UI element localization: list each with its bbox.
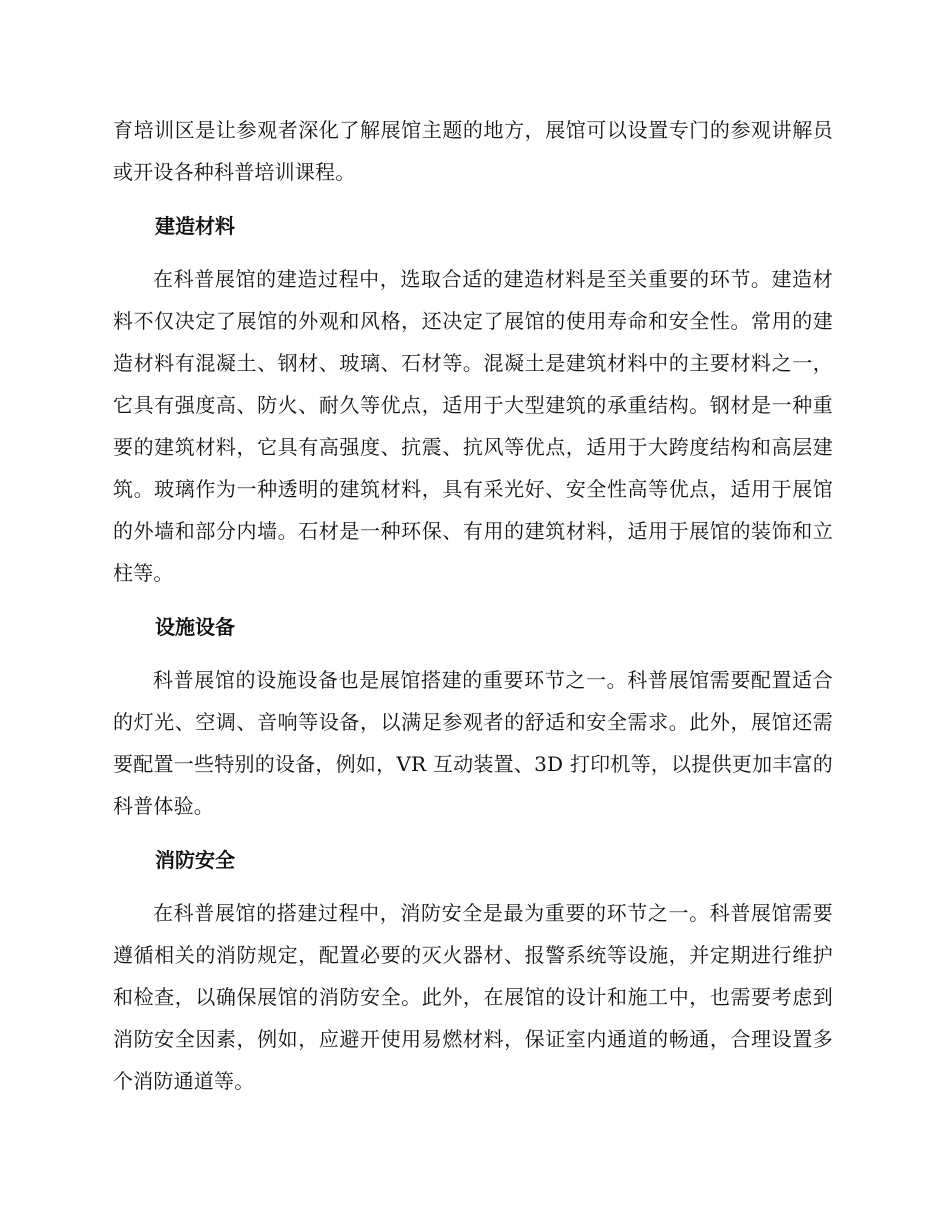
section-heading-materials: 建造材料 [155,214,235,238]
section-heading-fire-safety: 消防安全 [155,848,235,872]
section-paragraph-facilities: 科普展馆的设施设备也是展馆搭建的重要环节之一。科普展馆需要配置适合的灯光、空调、音响等设备，以满足参观者的舒适和安全需求。此外，展馆还需要配置一些特别的设备，例如，VR 互动装置、3D 打印机等，以提供更加丰富的科普体验。 [113,668,833,818]
section-heading-facilities: 设施设备 [155,615,235,639]
section-paragraph-fire-safety: 在科普展馆的搭建过程中，消防安全是最为重要的环节之一。科普展馆需要遵循相关的消防规定，配置必要的灭火器材、报警系统等设施，并定期进行维护和检查，以确保展馆的消防安全。此外，在展馆的设计和施工中，也需要考虑到消防安全因素，例如，应避开使用易燃材料，保证室内通道的畅通，合理设置多个消防通道等。 [113,901,833,1093]
section-paragraph-materials: 在科普展馆的建造过程中，选取合适的建造材料是至关重要的环节。建造材料不仅决定了展馆的外观和风格，还决定了展馆的使用寿命和安全性。常用的建造材料有混凝土、钢材、玻璃、石材等。混凝土是建筑材料中的主要材料之一，它具有强度高、防火、耐久等优点，适用于大型建筑的承重结构。钢材是一种重要的建筑材料，它具有高强度、抗震、抗风等优点，适用于大跨度结构和高层建筑。玻璃作为一种透明的建筑材料，具有采光好、安全性高等优点，适用于展馆的外墙和部分内墙。石材是一种环保、有用的建筑材料，适用于展馆的装饰和立柱等。 [113,267,833,585]
intro-paragraph: 育培训区是让参观者深化了解展馆主题的地方，展馆可以设置专门的参观讲解员或开设各种科普培训课程。 [113,118,833,184]
document-body [113,109,833,1102]
